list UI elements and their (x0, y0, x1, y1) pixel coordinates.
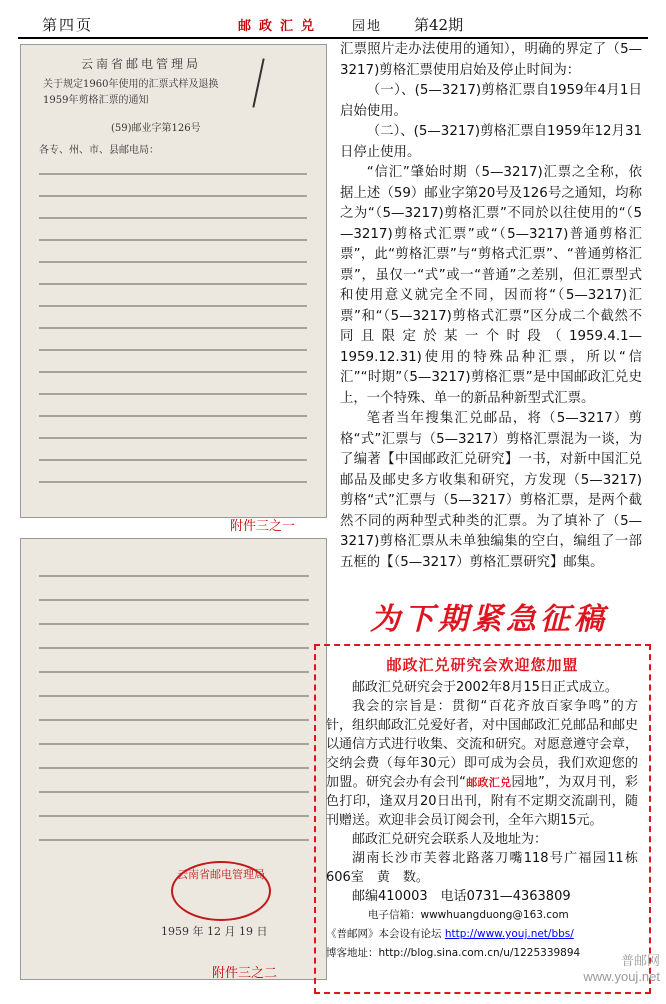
association-forum: 《普邮网》本会设有论坛 http://www.youj.net/bbs/ (326, 928, 574, 940)
article-paragraph: 汇票照片走办法使用的通知），明确的界定了（5—3217)剪格汇票使用启始及停止时间为： (340, 42, 642, 78)
association-email: 电子信箱：wwwhuangduong@163.com (368, 909, 569, 921)
doc1-text-lines (39, 161, 307, 501)
caption-attachment-2: 附件三之二 (212, 965, 278, 980)
doc1-addressee: 各专、州、市、县邮电局： (39, 145, 159, 156)
header-rule (18, 37, 648, 39)
article-body (340, 40, 642, 573)
association-postcode: 邮编410003 电话0731—4363809 (352, 889, 571, 904)
official-seal: 云南省邮电管理局 (171, 861, 271, 921)
call-for-papers-banner: 为下期紧急征稿 (370, 602, 608, 637)
association-blog: 博客地址：http://blog.sina.com.cn/u/1225339894 (326, 947, 581, 959)
association-intro: 邮政汇兑研究会于2002年8月15日正式成立。 (352, 680, 618, 695)
publication-garden: 园地 (352, 19, 383, 34)
caption-attachment-1: 附件三之一 (230, 518, 296, 533)
email-link[interactable]: wwwhuangduong@163.com (420, 909, 569, 921)
association-title: 邮政汇兑研究会欢迎您加盟 (386, 656, 579, 674)
doc2-date: 1959 年 12 月 19 日 (161, 925, 268, 938)
association-body (326, 678, 638, 963)
association-contact-heading: 邮政汇兑研究会联系人及地址为： (352, 832, 548, 847)
association-purpose: 我会的宗旨是：贯彻“百花齐放百家争鸣”的方针，组织邮政汇兑爱好者，对中国邮政汇兑邮品和邮史以通信方式进行收集、交流和研究。对愿意遵守会章，交纳会费（每年30元）即可成为会员，我们欢迎您的加盟。研究会办有会刊“邮政汇兑园地”，为双月刊，彩色打印，逢双月20日出刊，附有不定期交流副刊，随刊赠送。欢迎非会员订阅会刊，全年六期15元。 (326, 699, 639, 828)
doc1-subheading: 关于规定1960年使用的汇票式样及退换1959年剪格汇票的通知 (43, 79, 219, 106)
forum-link[interactable]: http://www.youj.net/bbs/ (444, 928, 574, 940)
site-watermark: 普邮网 www.youj.net (583, 953, 660, 984)
association-address: 湖南长沙市芙蓉北路落刀嘴118号广福园11栋606室 黄 数。 (326, 851, 638, 885)
journal-name: 邮政汇兑 (465, 776, 512, 789)
page-number: 第四页 (42, 16, 94, 34)
doc1-heading: 云南省邮电管理局 (81, 57, 202, 71)
doc2-text-lines (39, 563, 309, 843)
document-scan-2 (20, 538, 327, 980)
page-header (18, 12, 648, 36)
publication-title: 邮政汇兑 (238, 19, 323, 34)
document-scan-1 (20, 44, 327, 518)
blog-link[interactable]: http://blog.sina.com.cn/u/1225339894 (378, 947, 581, 959)
article-paragraph: （一）、(5—3217)剪格汇票自1959年4月1日启始使用。 (340, 83, 642, 119)
article-paragraph: 笔者当年搜集汇兑邮品，将（5—3217）剪格“式”汇票与（5—3217）剪格汇票混为一谈，为了编著【中国邮政汇兑研究】一书，对新中国汇兑邮品及邮史多方收集和研究，方发现（5—3217)剪格“式”汇票与（5—3217）剪格汇票，是两个截然不同的两种型式种类的汇票。为了填补了（5—3217)剪格汇票从未单独编集的空白，编组了一部五框的【（5—3217）剪格汇票研究】邮集。 (340, 411, 642, 570)
doc1-reference: (59)邮业字第126号 (111, 123, 201, 134)
article-paragraph: “信汇”肇始时期（5—3217)汇票之全称，依据上述（59）邮业字第20号及126号之通知，均称之为“（5—3217)剪格汇票”不同於以往使用的“（5—3217)剪格式汇票”或“（5—3217)普通剪格汇票”，此“剪格汇票”与“剪格式汇票”、“普通剪格汇票”，虽仅一“式”或一“普通”之差别，但汇票型式和使用意义就完全不同，因而将“（5—3217)汇票”和“（5—3217)剪格式汇票”区分成二个截然不同且限定於某一个时段（1959.4.1—1959.12.31)使用的特殊品种汇票，所以“信汇”“时期”（5—3217)剪格汇票”是中国邮政汇兑史上，一个特殊、单一的新品种新型式汇票。 (340, 165, 642, 406)
issue-number: 第42期 (414, 16, 464, 34)
handwritten-note (252, 58, 311, 117)
association-box (314, 644, 651, 994)
article-paragraph: （二）、(5—3217)剪格汇票自1959年12月31日停止使用。 (340, 124, 642, 160)
